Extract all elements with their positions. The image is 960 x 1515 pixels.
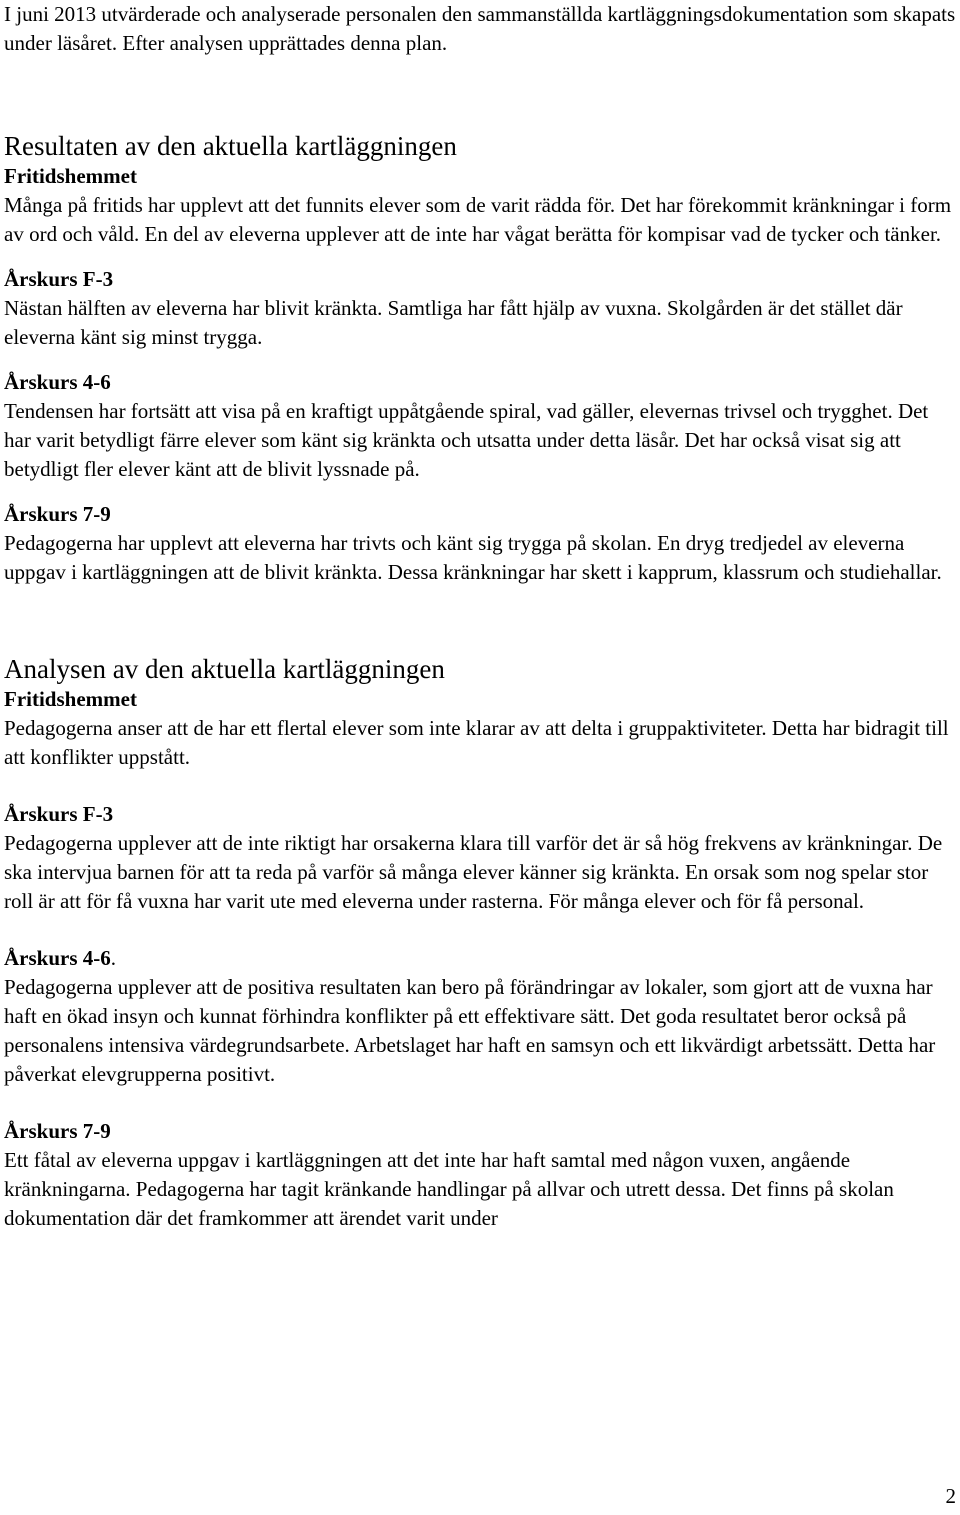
- results-f3-text: Nästan hälften av eleverna har blivit kränkta. Samtliga har fått hjälp av vuxna. Skolgården är det stället där eleverna känt sig minst trygga.: [4, 296, 903, 349]
- intro-paragraph: I juni 2013 utvärderade och analyserade personalen den sammanställda kartläggningsdokumentation som skapats under läsåret. Efter analysen upprättades denna plan.: [4, 2, 956, 55]
- results-f3-heading: Årskurs F-3: [4, 267, 114, 291]
- analysis-f3-text: Pedagogerna upplever att de inte riktigt har orsakerna klara till varför det är så hög frekvens av kränkningar. De ska intervjua barnen för att ta reda på varför så många elever känner sig kränkta. En orsak som nog spelar stor roll är att för få vuxna har varit ute med eleverna under rasterna. För många elever och för få personal.: [4, 831, 943, 913]
- page-number: 2: [945, 1484, 956, 1508]
- analysis-f3-heading: Årskurs F-3: [4, 802, 114, 826]
- results-79-text: Pedagogerna har upplevt att eleverna har trivts och känt sig trygga på skolan. En dryg tredjedel av eleverna uppgav i kartläggningen att de blivit kränkta. Dessa kränkningar har skett i kapprum, klassrum och studiehallar.: [4, 531, 942, 584]
- results-46-text: Tendensen har fortsätt att visa på en kraftigt uppåtgående spiral, vad gäller, elevernas trivsel och trygghet. Det har varit betydligt färre elever som känt sig kränkta och utsatta under detta läsår. Det har också visat sig att betydligt fler elever känt att de blivit lyssnade på.: [4, 399, 929, 481]
- analysis-46-heading-label: Årskurs 4-6: [4, 946, 111, 970]
- analysis-46-text: Pedagogerna upplever att de positiva resultaten kan bero på förändringar av lokaler, som gjort att de vuxna har haft en ökad insyn och kunnat förhindra konflikter på ett effektivare sätt. Det goda resultatet beror också på personalens intensiva värdegrundsarbete. Arbetslaget har haft en samsyn och ett likvärdigt arbetssätt. Detta har påverkat elevgrupperna positivt.: [4, 975, 936, 1086]
- analysis-46-heading: [4, 944, 956, 973]
- results-fritids-text: Många på fritids har upplevt att det funnits elever som de varit rädda för. Det har förekommit kränkningar i form av ord och våld. En del av eleverna upplever att de inte har vågat berätta för kompisar vad de tycker och tänker.: [4, 193, 952, 246]
- analysis-79-text: Ett fåtal av eleverna uppgav i kartläggningen att det inte har haft samtal med någon vuxen, angående kränkningarna. Pedagogerna har tagit kränkande handlingar på allvar och utrett dessa. Det finns på skolan dokumentation där det framkommer att ärendet varit under: [4, 1148, 894, 1230]
- analysis-fritids-heading: Fritidshemmet: [4, 687, 137, 711]
- results-fritids-heading: Fritidshemmet: [4, 164, 137, 188]
- document-page: [4, 0, 956, 1233]
- analysis-fritids-text: Pedagogerna anser att de har ett flertal elever som inte klarar av att delta i gruppaktiviteter. Detta har bidragit till att konflikter uppstått.: [4, 716, 949, 769]
- results-title: Resultaten av den aktuella kartläggningen: [4, 131, 457, 161]
- results-79-heading: Årskurs 7-9: [4, 502, 111, 526]
- analysis-title: Analysen av den aktuella kartläggningen: [4, 654, 445, 684]
- results-46-heading: Årskurs 4-6: [4, 370, 111, 394]
- analysis-79-heading: Årskurs 7-9: [4, 1119, 111, 1143]
- analysis-46-heading-suffix: .: [110, 946, 117, 970]
